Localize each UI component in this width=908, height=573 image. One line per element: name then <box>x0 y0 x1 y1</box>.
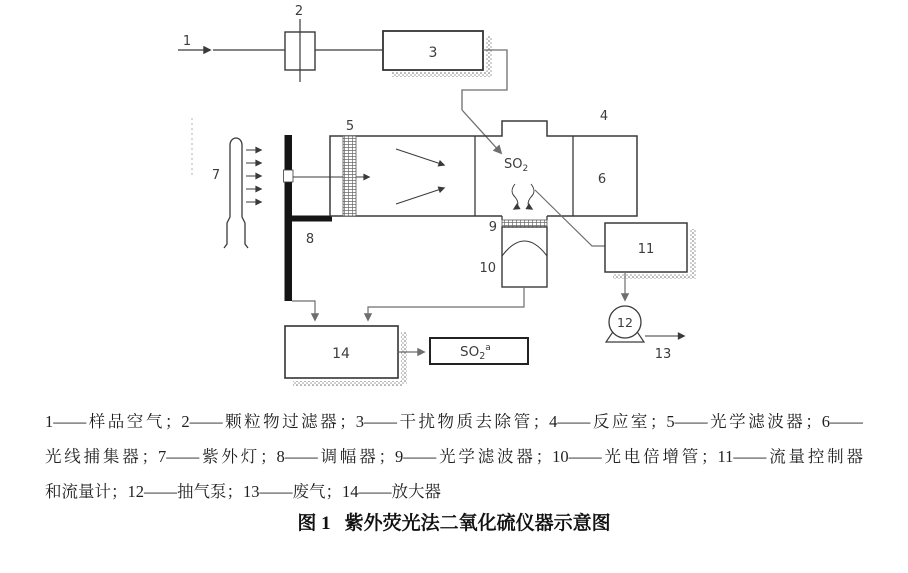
legend-line-1: 1——样品空气；2——颗粒物过滤器；3——干扰物质去除管；4——反应室；5——光学滤波器；6—— <box>45 412 863 431</box>
beam-arrow-lower <box>396 188 444 204</box>
label-3: 3 <box>428 45 438 61</box>
uv-lamp-tube <box>224 138 248 248</box>
chopper-bar <box>285 135 293 301</box>
label-2: 2 <box>294 4 304 19</box>
legend-line-3: 和流量计；12——抽气泵；13——废气；14——放大器 <box>45 482 441 501</box>
amplifier-shading-bottom <box>293 381 404 386</box>
label-10: 10 <box>479 261 496 276</box>
label-9: 9 <box>488 220 497 235</box>
label-13: 13 <box>654 347 672 362</box>
label-14: 14 <box>332 346 350 362</box>
chopper-signal-line <box>292 301 315 320</box>
photomultiplier-box <box>502 227 547 287</box>
pmt-signal-line <box>368 287 524 320</box>
uv-lamp-rays <box>246 150 261 202</box>
amplifier-shading-right <box>401 332 407 384</box>
figure-caption-title: 紫外荧光法二氧化硫仪器示意图 <box>344 513 611 534</box>
fluorescence-wave-left <box>512 184 518 209</box>
chopper-mount-bar <box>292 216 332 222</box>
label-5: 5 <box>345 119 355 134</box>
optical-filter-entrance <box>343 136 356 216</box>
figure-legend <box>45 404 863 509</box>
so2-label: $SO_2$ <box>504 157 529 174</box>
so2-output-label: $SO_2^a$ <box>460 343 491 362</box>
reaction-chamber-outline <box>330 121 637 216</box>
flow-controller-shading-right <box>690 229 696 279</box>
fluorescence-wave-right <box>528 184 534 209</box>
label-1: 1 <box>182 34 192 49</box>
label-11: 11 <box>637 242 655 257</box>
legend-line-2: 光线捕集器；7——紫外灯；8——调幅器；9——光学滤波器；10——光电倍增管；11——流量控制器 <box>45 447 863 466</box>
figure-caption <box>0 509 908 539</box>
label-7: 7 <box>211 168 221 183</box>
beam-arrow-upper <box>396 149 444 165</box>
sample-inlet-arrow <box>462 110 501 153</box>
label-4: 4 <box>599 109 609 124</box>
label-12: 12 <box>617 315 633 330</box>
scrubber-shading-right <box>486 36 492 77</box>
figure-caption-number: 图 1 <box>297 513 331 534</box>
chopper-aperture <box>284 170 294 182</box>
label-6: 6 <box>597 172 607 187</box>
scrubber-shading-bottom <box>392 72 489 77</box>
optical-filter-detector <box>502 220 547 227</box>
label-8: 8 <box>305 232 315 247</box>
